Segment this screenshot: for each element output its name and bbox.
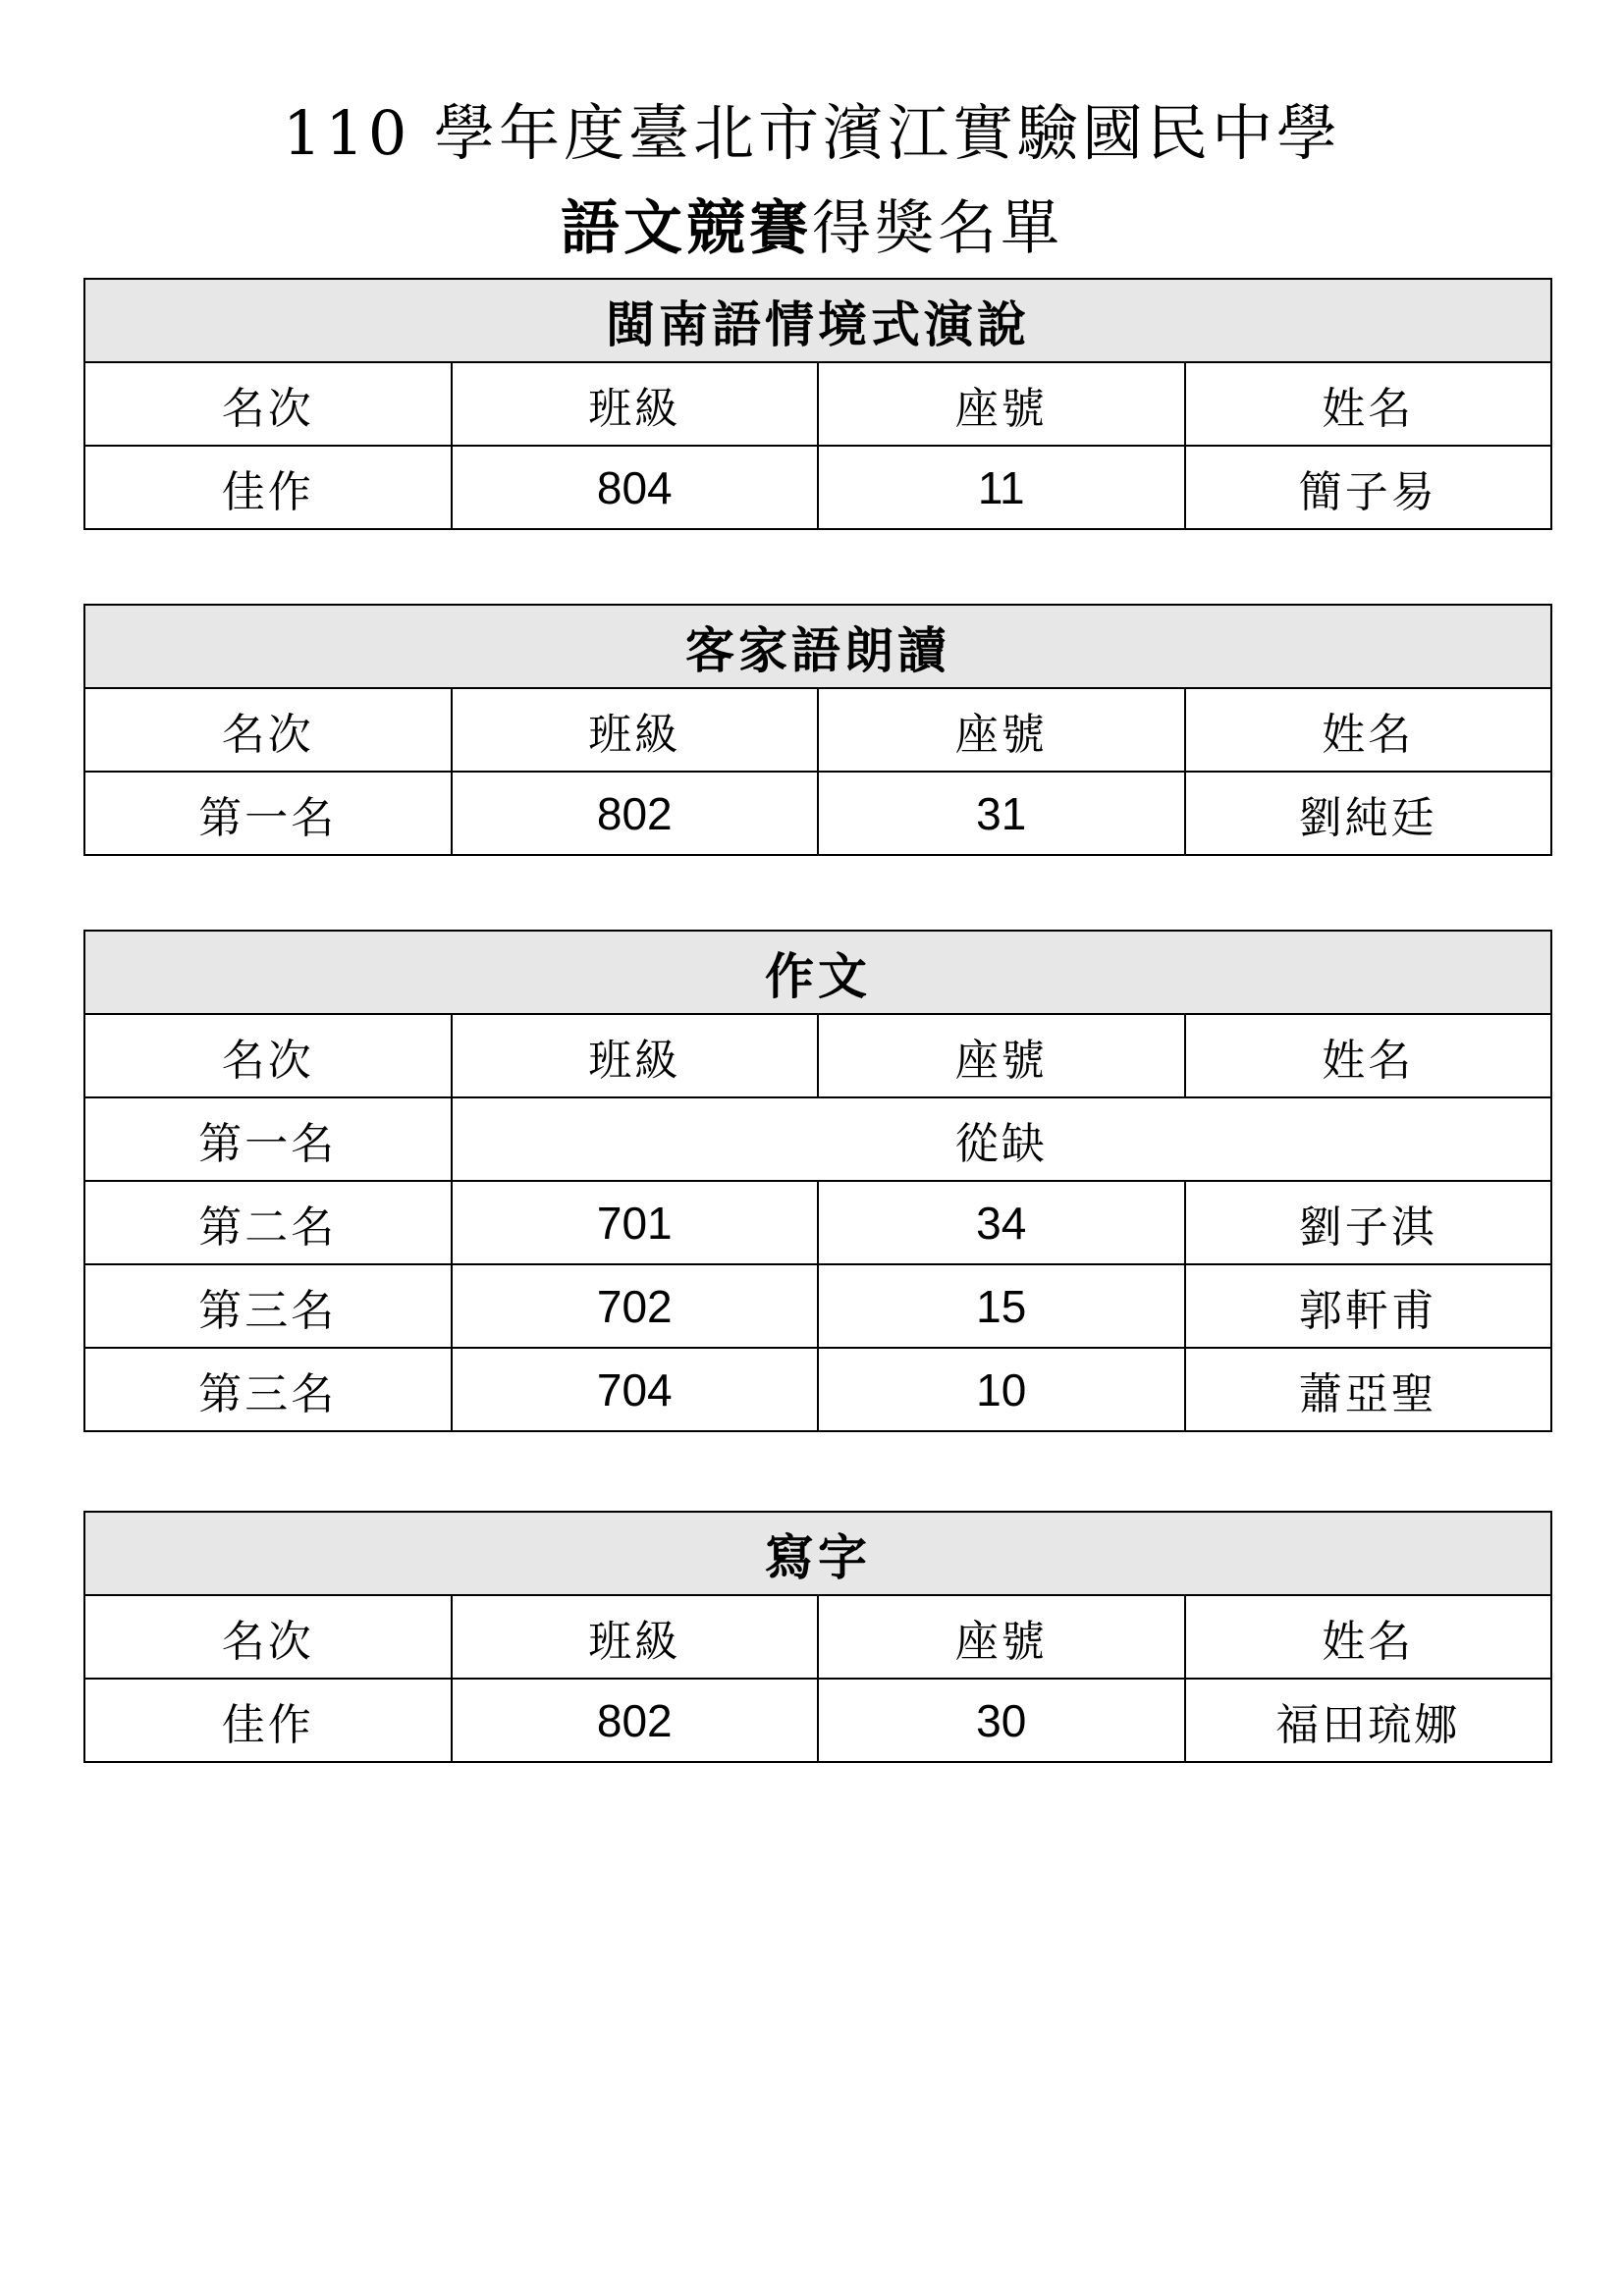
cell-rank: 佳作 bbox=[84, 446, 452, 529]
cell-class: 702 bbox=[452, 1264, 819, 1348]
cell-seat: 30 bbox=[818, 1679, 1185, 1762]
table-row bbox=[84, 1348, 1551, 1431]
award-table bbox=[83, 604, 1552, 856]
col-header-class: 班級 bbox=[452, 362, 819, 446]
col-header-rank: 名次 bbox=[84, 1014, 452, 1097]
col-header-name: 姓名 bbox=[1185, 1595, 1552, 1679]
col-header-seat: 座號 bbox=[818, 1595, 1185, 1679]
table-row bbox=[84, 772, 1551, 855]
cell-class: 804 bbox=[452, 446, 819, 529]
category-title: 閩南語情境式演說 bbox=[84, 279, 1551, 362]
header-row bbox=[84, 1595, 1551, 1679]
cell-rank: 佳作 bbox=[84, 1679, 452, 1762]
table-row bbox=[84, 1181, 1551, 1264]
document-subtitle bbox=[0, 185, 1624, 273]
cell-seat: 11 bbox=[818, 446, 1185, 529]
cell-name: 郭軒甫 bbox=[1185, 1264, 1552, 1348]
col-header-rank: 名次 bbox=[84, 1595, 452, 1679]
cell-seat: 15 bbox=[818, 1264, 1185, 1348]
section-hakka-reading bbox=[83, 604, 1552, 856]
cell-class: 704 bbox=[452, 1348, 819, 1431]
subtitle-bold: 語文競賽 bbox=[561, 194, 812, 263]
cell-name: 簡子易 bbox=[1185, 446, 1552, 529]
col-header-seat: 座號 bbox=[818, 1014, 1185, 1097]
cell-seat: 34 bbox=[818, 1181, 1185, 1264]
subtitle-rest: 得獎名單 bbox=[812, 194, 1063, 263]
cell-seat: 31 bbox=[818, 772, 1185, 855]
table-row-vacant bbox=[84, 1097, 1551, 1181]
cell-name: 福田琉娜 bbox=[1185, 1679, 1552, 1762]
section-composition bbox=[83, 930, 1552, 1432]
header-row bbox=[84, 362, 1551, 446]
header-row bbox=[84, 688, 1551, 772]
cell-rank: 第三名 bbox=[84, 1264, 452, 1348]
cell-rank: 第二名 bbox=[84, 1181, 452, 1264]
award-table bbox=[83, 930, 1552, 1432]
section-calligraphy bbox=[83, 1511, 1552, 1763]
col-header-seat: 座號 bbox=[818, 362, 1185, 446]
category-title: 作文 bbox=[84, 931, 1551, 1014]
document-title: 110 學年度臺北市濱江實驗國民中學 bbox=[282, 97, 1342, 169]
col-header-name: 姓名 bbox=[1185, 688, 1552, 772]
col-header-class: 班級 bbox=[452, 688, 819, 772]
col-header-rank: 名次 bbox=[84, 362, 452, 446]
cell-name: 劉純廷 bbox=[1185, 772, 1552, 855]
category-title: 寫字 bbox=[84, 1512, 1551, 1595]
cell-class: 802 bbox=[452, 1679, 819, 1762]
award-table bbox=[83, 1511, 1552, 1763]
cell-rank: 第一名 bbox=[84, 772, 452, 855]
category-title: 客家語朗讀 bbox=[84, 605, 1551, 688]
cell-rank: 第三名 bbox=[84, 1348, 452, 1431]
cell-name: 劉子淇 bbox=[1185, 1181, 1552, 1264]
cell-name: 蕭亞聖 bbox=[1185, 1348, 1552, 1431]
section-minnan-speech bbox=[83, 278, 1552, 530]
col-header-class: 班級 bbox=[452, 1014, 819, 1097]
table-row bbox=[84, 1679, 1551, 1762]
cell-rank: 第一名 bbox=[84, 1097, 452, 1181]
col-header-name: 姓名 bbox=[1185, 362, 1552, 446]
cell-class: 701 bbox=[452, 1181, 819, 1264]
award-table bbox=[83, 278, 1552, 530]
cell-seat: 10 bbox=[818, 1348, 1185, 1431]
cell-vacant-note: 從缺 bbox=[452, 1097, 1552, 1181]
col-header-name: 姓名 bbox=[1185, 1014, 1552, 1097]
header-row bbox=[84, 1014, 1551, 1097]
col-header-class: 班級 bbox=[452, 1595, 819, 1679]
table-row bbox=[84, 1264, 1551, 1348]
cell-class: 802 bbox=[452, 772, 819, 855]
table-row bbox=[84, 446, 1551, 529]
col-header-rank: 名次 bbox=[84, 688, 452, 772]
col-header-seat: 座號 bbox=[818, 688, 1185, 772]
